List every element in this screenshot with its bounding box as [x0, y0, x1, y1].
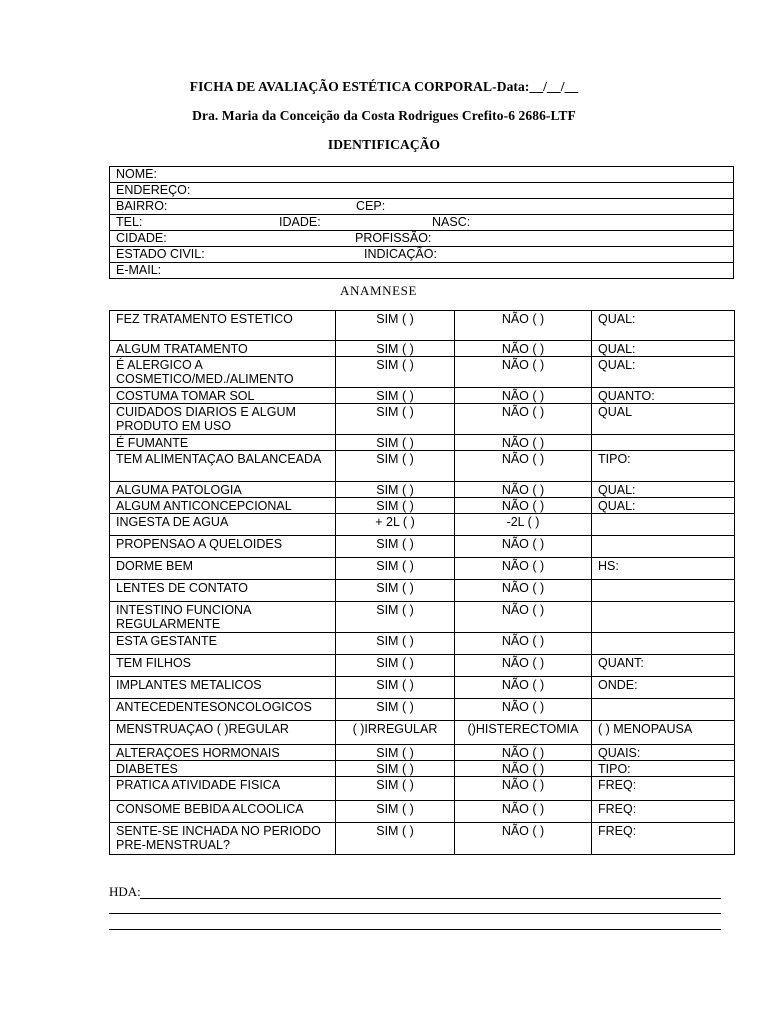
anamnese-detail-cell[interactable]	[592, 801, 735, 823]
anamnese-question-cell	[110, 558, 336, 580]
anamnese-detail-cell[interactable]	[592, 451, 735, 482]
anamnese-question-text: PRATICA ATIVIDADE FISICA	[116, 778, 281, 792]
anamnese-question-text: SENTE-SE INCHADA NO PERIODO PRE-MENSTRUAL?	[116, 824, 321, 852]
anamnese-question-cell	[110, 602, 336, 633]
anamnese-detail-text: QUANTO:	[598, 389, 655, 403]
anamnese-question-cell	[110, 435, 336, 451]
anamnese-question-text: FEZ TRATAMENTO ESTETICO	[116, 312, 293, 326]
anamnese-question-cell	[110, 801, 336, 823]
anamnese-question-cell	[110, 721, 336, 745]
anamnese-option-b-text: NÃO ( )	[501, 678, 545, 692]
anamnese-option-b-cell[interactable]	[455, 482, 592, 498]
field-endereco[interactable]	[110, 183, 734, 199]
anamnese-detail-cell[interactable]	[592, 602, 735, 633]
anamnese-option-b-text: -2L ( )	[506, 515, 540, 529]
anamnese-row	[110, 633, 735, 655]
anamnese-question-text: LENTES DE CONTATO	[116, 581, 248, 595]
anamnese-row	[110, 388, 735, 404]
anamnese-option-a-cell[interactable]	[336, 388, 455, 404]
anamnese-detail-cell[interactable]	[592, 404, 735, 435]
anamnese-question-text: MENSTRUAÇAO ( )REGULAR	[116, 722, 289, 736]
anamnese-option-a-text: SIM ( )	[376, 802, 414, 816]
form-title: FICHA DE AVALIAÇÃO ESTÉTICA CORPORAL-Data:__/__/__	[189, 79, 579, 94]
anamnese-detail-cell[interactable]	[592, 435, 735, 451]
anamnese-option-b-cell[interactable]	[455, 677, 592, 699]
anamnese-row	[110, 404, 735, 435]
anamnese-row	[110, 514, 735, 536]
anamnese-question-text: ALTERAÇOES HORMONAIS	[116, 746, 280, 760]
anamnese-row	[110, 580, 735, 602]
anamnese-question-cell	[110, 388, 336, 404]
anamnese-option-a-cell[interactable]	[336, 341, 455, 357]
anamnese-question-text: ALGUM ANTICONCEPCIONAL	[116, 499, 292, 513]
anamnese-question-text: DORME BEM	[116, 559, 194, 573]
anamnese-option-a-text: SIM ( )	[376, 537, 414, 551]
anamnese-row	[110, 777, 735, 801]
anamnese-question-text: ESTA GESTANTE	[116, 634, 217, 648]
anamnese-option-b-text: NÃO ( )	[501, 499, 545, 513]
anamnese-option-b-text: NÃO ( )	[501, 389, 545, 403]
anamnese-row	[110, 655, 735, 677]
anamnese-detail-cell[interactable]	[592, 721, 735, 745]
label-endereco: ENDEREÇO:	[116, 183, 191, 197]
anamnese-detail-cell[interactable]	[592, 311, 735, 341]
anamnese-detail-cell[interactable]	[592, 558, 735, 580]
anamnese-detail-cell[interactable]	[592, 482, 735, 498]
anamnese-detail-text: FREQ:	[598, 778, 637, 792]
anamnese-row	[110, 602, 735, 633]
anamnese-option-b-cell[interactable]	[455, 311, 592, 341]
anamnese-detail-cell[interactable]	[592, 536, 735, 558]
anamnese-question-cell	[110, 745, 336, 761]
anamnese-row	[110, 699, 735, 721]
anamnese-question-text: ANTECEDENTESONCOLOGICOS	[116, 700, 312, 714]
anamnese-option-a-cell[interactable]	[336, 801, 455, 823]
anamnese-row	[110, 677, 735, 699]
anamnese-detail-text: QUAL	[598, 405, 633, 419]
anamnese-detail-cell[interactable]	[592, 357, 735, 388]
anamnese-option-b-text: NÃO ( )	[501, 559, 545, 573]
anamnese-option-b-cell[interactable]	[455, 451, 592, 482]
anamnese-row	[110, 357, 735, 388]
anamnese-option-a-text: SIM ( )	[376, 746, 414, 760]
anamnese-question-cell	[110, 580, 336, 602]
anamnese-detail-text: QUAL:	[598, 312, 636, 326]
anamnese-row	[110, 558, 735, 580]
anamnese-option-a-cell[interactable]	[336, 357, 455, 388]
label-estado-civil: ESTADO CIVIL:	[116, 247, 205, 261]
anamnese-option-a-cell[interactable]	[336, 677, 455, 699]
anamnese-option-b-text: NÃO ( )	[501, 436, 545, 450]
anamnese-detail-text: TIPO:	[598, 762, 631, 776]
anamnese-question-cell	[110, 699, 336, 721]
anamnese-row	[110, 721, 735, 745]
anamnese-option-b-text: NÃO ( )	[501, 452, 545, 466]
anamnese-row	[110, 536, 735, 558]
anamnese-question-cell	[110, 823, 336, 855]
anamnese-question-text: IMPLANTES METALICOS	[116, 678, 262, 692]
anamnese-option-a-cell[interactable]	[336, 311, 455, 341]
anamnese-row	[110, 745, 735, 761]
anamnese-option-a-cell[interactable]	[336, 514, 455, 536]
anamnese-option-a-cell[interactable]	[336, 404, 455, 435]
anamnese-question-cell	[110, 514, 336, 536]
anamnese-option-a-cell[interactable]	[336, 482, 455, 498]
anamnese-row	[110, 823, 735, 855]
anamnese-detail-text: TIPO:	[598, 452, 631, 466]
anamnese-option-a-cell[interactable]	[336, 498, 455, 514]
anamnese-question-text: CUIDADOS DIARIOS E ALGUM PRODUTO EM USO	[116, 405, 296, 433]
anamnese-option-a-cell[interactable]	[336, 761, 455, 777]
anamnese-option-a-cell[interactable]	[336, 823, 455, 855]
anamnese-question-text: PROPENSAO A QUELOIDES	[116, 537, 283, 551]
anamnese-question-text: ALGUM TRATAMENTO	[116, 342, 248, 356]
anamnese-row	[110, 341, 735, 357]
anamnese-option-b-text: NÃO ( )	[501, 342, 545, 356]
anamnese-detail-cell[interactable]	[592, 498, 735, 514]
anamnese-option-b-cell[interactable]	[455, 823, 592, 855]
anamnese-detail-text: FREQ:	[598, 802, 637, 816]
anamnese-detail-cell[interactable]	[592, 745, 735, 761]
field-estado-civil-indicacao[interactable]	[110, 247, 734, 263]
anamnese-option-b-cell[interactable]	[455, 777, 592, 801]
anamnese-question-text: TEM FILHOS	[116, 656, 192, 670]
anamnese-option-b-cell[interactable]	[455, 404, 592, 435]
anamnese-option-a-text: SIM ( )	[376, 452, 414, 466]
anamnese-row	[110, 435, 735, 451]
anamnese-option-a-cell[interactable]	[336, 558, 455, 580]
anamnese-option-a-text: SIM ( )	[376, 389, 414, 403]
anamnese-option-b-cell[interactable]	[455, 388, 592, 404]
hda-line-3[interactable]	[109, 929, 721, 930]
anamnese-option-a-text: SIM ( )	[376, 778, 414, 792]
field-cidade-profissao[interactable]	[110, 231, 734, 247]
label-profissao: PROFISSÃO:	[355, 231, 432, 245]
anamnese-option-b-cell[interactable]	[455, 435, 592, 451]
anamnese-question-text: ALGUMA PATOLOGIA	[116, 483, 242, 497]
anamnese-detail-text: QUAIS:	[598, 746, 641, 760]
anamnese-option-b-text: NÃO ( )	[501, 634, 545, 648]
anamnese-detail-cell[interactable]	[592, 341, 735, 357]
anamnese-option-a-text: SIM ( )	[376, 499, 414, 513]
anamnese-detail-text: QUAL:	[598, 483, 636, 497]
anamnese-question-cell	[110, 341, 336, 357]
label-indicacao: INDICAÇÃO:	[364, 247, 437, 261]
anamnese-option-a-text: SIM ( )	[376, 312, 414, 326]
anamnese-row	[110, 482, 735, 498]
anamnese-option-a-cell[interactable]	[336, 536, 455, 558]
anamnese-question-cell	[110, 404, 336, 435]
hda-line-2[interactable]	[109, 913, 721, 914]
anamnese-question-text: É FUMANTE	[116, 436, 189, 450]
anamnese-option-b-cell[interactable]	[455, 721, 592, 745]
anamnese-question-text: INGESTA DE AGUA	[116, 515, 229, 529]
anamnese-question-cell	[110, 677, 336, 699]
anamnese-detail-cell[interactable]	[592, 514, 735, 536]
anamnese-question-cell	[110, 498, 336, 514]
anamnese-option-a-text: ( )IRREGULAR	[352, 722, 438, 736]
section-identificacao: IDENTIFICAÇÃO	[327, 137, 441, 152]
anamnese-detail-cell[interactable]	[592, 823, 735, 855]
anamnese-detail-cell[interactable]	[592, 777, 735, 801]
anamnese-detail-cell[interactable]	[592, 633, 735, 655]
anamnese-option-b-cell[interactable]	[455, 514, 592, 536]
anamnese-option-b-cell[interactable]	[455, 558, 592, 580]
anamnese-option-a-text: SIM ( )	[376, 358, 414, 372]
anamnese-option-a-text: + 2L ( )	[375, 515, 415, 529]
anamnese-detail-cell[interactable]	[592, 761, 735, 777]
anamnese-option-b-cell[interactable]	[455, 498, 592, 514]
label-tel: TEL:	[116, 215, 143, 229]
anamnese-detail-text: QUAL:	[598, 342, 636, 356]
anamnese-option-b-text: NÃO ( )	[501, 537, 545, 551]
anamnese-option-b-cell[interactable]	[455, 761, 592, 777]
anamnese-question-text: TEM ALIMENTAÇAO BALANCEADA	[116, 452, 322, 466]
anamnese-option-b-text: NÃO ( )	[501, 603, 545, 617]
anamnese-row	[110, 761, 735, 777]
anamnese-question-text: DIABETES	[116, 762, 178, 776]
anamnese-detail-cell[interactable]	[592, 699, 735, 721]
label-cep: CEP:	[356, 199, 386, 213]
identification-table	[109, 166, 734, 279]
anamnese-option-a-cell[interactable]	[336, 777, 455, 801]
field-email[interactable]	[110, 263, 734, 279]
anamnese-option-a-text: SIM ( )	[376, 634, 414, 648]
anamnese-detail-text: ( ) MENOPAUSA	[598, 722, 693, 736]
anamnese-option-b-cell[interactable]	[455, 602, 592, 633]
anamnese-row	[110, 801, 735, 823]
label-cidade: CIDADE:	[116, 231, 167, 245]
anamnese-question-cell	[110, 451, 336, 482]
anamnese-question-text: CONSOME BEBIDA ALCOOLICA	[116, 802, 304, 816]
anamnese-option-b-text: NÃO ( )	[501, 746, 545, 760]
anamnese-option-b-cell[interactable]	[455, 341, 592, 357]
anamnese-question-cell	[110, 655, 336, 677]
anamnese-row	[110, 451, 735, 482]
anamnese-question-cell	[110, 633, 336, 655]
anamnese-detail-cell[interactable]	[592, 677, 735, 699]
label-bairro: BAIRRO:	[116, 199, 168, 213]
anamnese-option-b-cell[interactable]	[455, 655, 592, 677]
anamnese-detail-text: ONDE:	[598, 678, 638, 692]
anamnese-option-a-text: SIM ( )	[376, 762, 414, 776]
anamnese-question-cell	[110, 482, 336, 498]
anamnese-option-b-text: NÃO ( )	[501, 405, 545, 419]
anamnese-option-a-cell[interactable]	[336, 602, 455, 633]
field-nome[interactable]	[110, 167, 734, 183]
anamnese-option-b-cell[interactable]	[455, 633, 592, 655]
anamnese-option-a-text: SIM ( )	[376, 559, 414, 573]
anamnese-option-a-cell[interactable]	[336, 721, 455, 745]
anamnese-option-a-text: SIM ( )	[376, 342, 414, 356]
anamnese-option-a-text: SIM ( )	[376, 824, 414, 838]
anamnese-option-b-cell[interactable]	[455, 580, 592, 602]
anamnese-table	[109, 310, 735, 855]
hda-label: HDA:	[109, 884, 141, 899]
label-nome: NOME:	[116, 167, 157, 181]
anamnese-option-a-cell[interactable]	[336, 699, 455, 721]
anamnese-option-b-text: NÃO ( )	[501, 762, 545, 776]
anamnese-option-a-cell[interactable]	[336, 451, 455, 482]
anamnese-option-a-text: SIM ( )	[376, 700, 414, 714]
anamnese-detail-text: FREQ:	[598, 824, 637, 838]
label-idade: IDADE:	[279, 215, 321, 229]
anamnese-question-cell	[110, 311, 336, 341]
anamnese-option-b-cell[interactable]	[455, 536, 592, 558]
field-bairro-cep[interactable]	[110, 199, 734, 215]
anamnese-option-a-text: SIM ( )	[376, 656, 414, 670]
label-email: E-MAIL:	[116, 263, 162, 277]
anamnese-detail-text: QUANT:	[598, 656, 644, 670]
anamnese-option-b-text: NÃO ( )	[501, 312, 545, 326]
anamnese-option-a-cell[interactable]	[336, 655, 455, 677]
anamnese-option-b-cell[interactable]	[455, 699, 592, 721]
anamnese-option-a-text: SIM ( )	[376, 581, 414, 595]
section-anamnese: ANAMNESE	[340, 283, 418, 298]
anamnese-option-a-text: SIM ( )	[376, 405, 414, 419]
anamnese-question-text: É ALERGICO A COSMETICO/MED./ALIMENTO	[116, 358, 294, 386]
anamnese-option-b-text: NÃO ( )	[501, 824, 545, 838]
anamnese-option-a-text: SIM ( )	[376, 603, 414, 617]
anamnese-detail-text: QUAL:	[598, 358, 636, 372]
hda-line-1[interactable]	[140, 898, 721, 899]
field-tel-idade-nasc[interactable]	[110, 215, 734, 231]
anamnese-option-a-cell[interactable]	[336, 745, 455, 761]
anamnese-detail-cell[interactable]	[592, 655, 735, 677]
anamnese-question-cell	[110, 777, 336, 801]
anamnese-option-b-text: NÃO ( )	[501, 483, 545, 497]
anamnese-option-b-text: NÃO ( )	[501, 802, 545, 816]
anamnese-detail-cell[interactable]	[592, 580, 735, 602]
anamnese-detail-cell[interactable]	[592, 388, 735, 404]
anamnese-option-b-text: NÃO ( )	[501, 656, 545, 670]
anamnese-option-a-cell[interactable]	[336, 633, 455, 655]
anamnese-option-a-text: SIM ( )	[376, 483, 414, 497]
anamnese-row	[110, 311, 735, 341]
anamnese-question-text: COSTUMA TOMAR SOL	[116, 389, 255, 403]
anamnese-question-cell	[110, 761, 336, 777]
anamnese-question-cell	[110, 536, 336, 558]
label-nasc: NASC:	[432, 215, 471, 229]
anamnese-detail-text: HS:	[598, 559, 619, 573]
anamnese-option-b-text: NÃO ( )	[501, 358, 545, 372]
anamnese-option-b-cell[interactable]	[455, 357, 592, 388]
anamnese-option-b-cell[interactable]	[455, 745, 592, 761]
anamnese-option-b-text: NÃO ( )	[501, 581, 545, 595]
anamnese-question-cell	[110, 357, 336, 388]
anamnese-option-b-text: ()HISTERECTOMIA	[467, 722, 579, 736]
anamnese-option-a-cell[interactable]	[336, 580, 455, 602]
anamnese-option-b-text: NÃO ( )	[501, 778, 545, 792]
anamnese-option-a-text: SIM ( )	[376, 436, 414, 450]
anamnese-option-a-text: SIM ( )	[376, 678, 414, 692]
professional-line: Dra. Maria da Conceição da Costa Rodrigues Crefito-6 2686-LTF	[192, 108, 576, 123]
anamnese-question-text: INTESTINO FUNCIONA REGULARMENTE	[116, 603, 251, 631]
anamnese-option-b-cell[interactable]	[455, 801, 592, 823]
anamnese-option-a-cell[interactable]	[336, 435, 455, 451]
anamnese-option-b-text: NÃO ( )	[501, 700, 545, 714]
anamnese-detail-text: QUAL:	[598, 499, 636, 513]
anamnese-row	[110, 498, 735, 514]
